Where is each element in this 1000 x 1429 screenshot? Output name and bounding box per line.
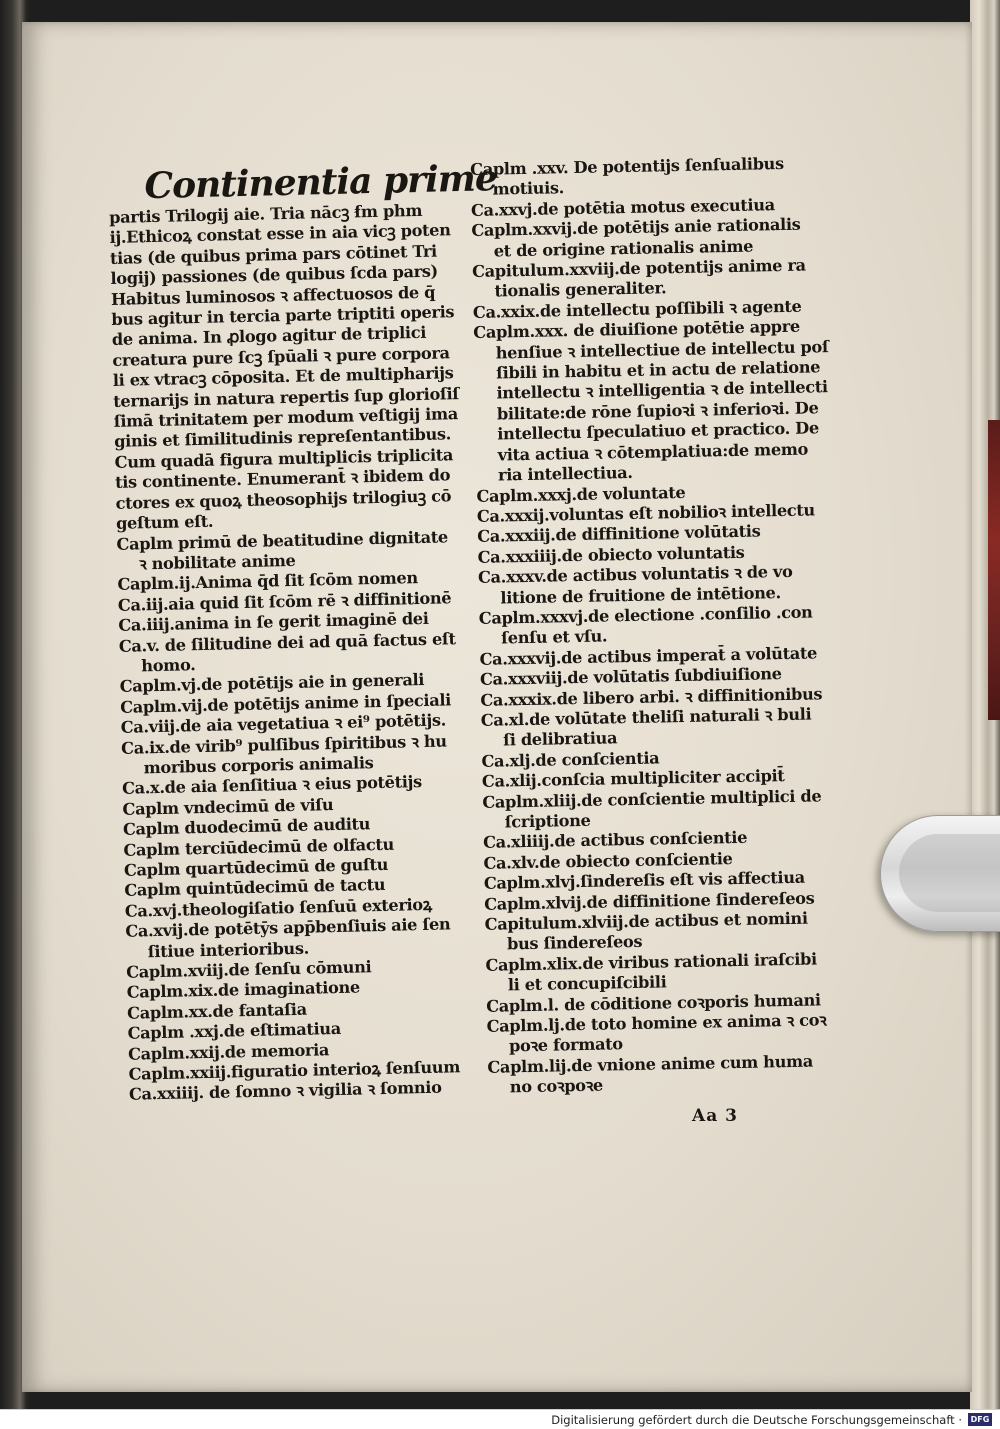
text-line: tias (de quibus prima pars cōtinet Tri (109, 241, 438, 268)
text-line: ſcriptione (504, 810, 591, 832)
text-line: Ca.iij.aia quid ſit ſcōm rē ꝛ diffinitionē (117, 588, 452, 615)
text-line: Ca.viij.de aia vegetatiua ꝛ ei⁹ potētijs. (120, 710, 447, 738)
text-line: intellectu ꝛ intelligentia ꝛ de intellecti (496, 377, 828, 404)
text-line: tis continente. Enumerant̄ ꝛ ibidem do (114, 465, 451, 493)
text-line: Caplm vndecimū de viſu (122, 794, 334, 819)
text-line: Caplm.xx.de fantaſia (126, 999, 307, 1023)
text-line: ſenſu et vſu. (501, 626, 608, 648)
text-line: Caplm.xxx. de diuiſione potētie appre (473, 316, 800, 343)
text-line: Caplm.xlvj.ſindereſis eſt vis affectiua (483, 867, 806, 894)
text-line: ctores ex quoꝝ theosophijs trilogiuꝫ cō (115, 485, 452, 513)
text-line: bilitate:de rōne ſupioꝛi ꝛ inferioꝛi. De (496, 398, 819, 424)
text-line: Ca.xliiij.de actibus conſcientie (482, 828, 748, 853)
footer-bar (0, 1409, 1000, 1429)
text-line: Ca.iiij.anima in ſe gerit imaginē dei (118, 608, 429, 636)
text-line: Ca.xxxij.voluntas eſt nobilioꝛ intellectu (476, 500, 816, 526)
text-line: Caplm quartūdecimū de guſtu (123, 854, 389, 880)
text-line: Caplm.l. de cōditione coꝛporis humani (486, 990, 821, 1016)
text-line: logij) passiones (de quibus ſcda pars) (110, 261, 439, 289)
text-line: li ex vtracꝫ cōposita. Et de multipharijs (112, 363, 454, 391)
text-line: Caplm.lj.de toto homine ex anima ꝛ coꝛ (486, 1010, 827, 1036)
text-line: Caplm.xliij.de conſcientie multiplici de (482, 785, 822, 812)
text-line: Ca.ix.de virib⁹ pulſibus ſpiritibus ꝛ hu (120, 731, 447, 758)
text-line: creatura pure ſcꝫ ſpūali ꝛ pure corpora (112, 343, 450, 370)
text-line: intellectu ſpeculatiuo et practico. De (497, 418, 820, 444)
text-line: Caplm.vj.de potētijs aie in generali (119, 670, 425, 697)
text-line: Caplm .xxj.de eſtimatiua (127, 1019, 342, 1044)
right-column (470, 153, 848, 1098)
text-line: Caplm.xxij.de memoria (127, 1039, 330, 1064)
text-line: Ca.xxxiij.de diffinitione volūtatis (477, 521, 761, 547)
text-line: Caplm.xix.de imaginatione (126, 977, 361, 1003)
text-line: Caplm terciūdecimū de olfactu (123, 834, 395, 860)
text-line: Ca.xvj.theologiſatio ſenſuū exterioꝝ (124, 894, 432, 921)
right-column-lines (470, 153, 848, 1098)
text-line: bus ſindereſeos (506, 932, 643, 954)
text-line: Caplm.xxxvj.de electione .conſilio .con (478, 602, 813, 628)
text-line: litione de fruitione de intētione. (500, 582, 781, 608)
text-line: ſibili in habitu et in actu de relatione (495, 357, 821, 383)
text-line: ſimā trinitatem per modum veſtigij ima (113, 404, 459, 431)
bookmark-ribbon (988, 420, 1000, 720)
left-column (108, 157, 498, 1106)
text-line: Caplm quintūdecimū de tactu (124, 875, 386, 901)
text-line: Caplm.lij.de vnione anime cum huma (487, 1051, 814, 1077)
text-line: Ca.xlv.de obiecto conſcientie (483, 848, 733, 873)
text-line: Capitulum.xlviij.de actibus et nomini (484, 908, 808, 934)
text-line: Caplm duodecimū de auditu (122, 814, 371, 840)
text-line: Ca.xxix.de intellectu poſſibili ꝛ agente (472, 296, 802, 322)
text-line: Caplm.xxiij.figuratio interioꝝ ſenſuum (128, 1057, 461, 1084)
text-line: Caplm primū de beatitudine dignitate (116, 526, 449, 554)
text-line: ſi delibratiua (502, 728, 618, 750)
text-line: ginis et ſimilitudinis repreſentantibus. (114, 424, 452, 452)
text-line: Ca.v. de ſilitudine dei ad quā factus eſt (118, 628, 456, 656)
text-line: partis Trilogij aie. Tria nācꝫ ẜm phm (108, 200, 423, 227)
text-line: Ca.xlj.de conſcientia (481, 748, 660, 771)
signature-mark: Aa 3 (692, 1106, 738, 1126)
text-line: motiuis. (492, 178, 565, 199)
text-line: bus agitur in tercia parte triptiti operis (111, 302, 455, 329)
text-line: Caplm.xxxj.de voluntate (476, 482, 686, 506)
text-line: Cum quadā figura multiplicis triplicita (114, 445, 454, 472)
text-line: li et concupiſcibili (507, 972, 667, 995)
text-line: Ca.xxxix.de libero arbi. ꝛ diffinitionibus (480, 683, 823, 710)
text-line: Caplm.ij.Anima q̄d ſit ſcōm nomen (117, 568, 419, 595)
text-line: Ca.xvij.de potētȳs app̄benſiuis aie ſen (125, 914, 451, 942)
text-line: Caplm.xviij.de ſenſu cōmuni (126, 957, 372, 982)
text-line: geſtum eſt. (115, 511, 214, 533)
dfg-logo: DFG (968, 1413, 992, 1426)
text-line: ꝛ nobilitate anime (138, 550, 296, 574)
text-line: ternarijs in natura repertis ſup glorioſiſ (113, 383, 460, 411)
text-line: ij.Ethicoꝝ constat esse in aia vicꝫ poten (109, 220, 451, 248)
text-line: Caplm.xlix.de viribus rationali iraſcibi (485, 949, 817, 975)
text-line: ſitiue interioribus. (147, 938, 310, 961)
text-line: Caplm.xxvij.de potētijs anie rationalis (471, 214, 801, 241)
text-line: Ca.xxxiiij.de obiecto voluntatis (477, 542, 745, 567)
text-line: Ca.xlij.conſcia multipliciter accipit̄ (481, 766, 785, 792)
text-line: et de origine rationalis anime (493, 236, 754, 261)
text-line: tionalis generaliter. (494, 278, 667, 301)
text-line: henſiue ꝛ intellectiue de intellectu poſ (495, 336, 829, 363)
text-line: poꝛe formato (508, 1034, 623, 1056)
left-column-lines (109, 200, 489, 1106)
footer-credit: Digitalisierung gefördert durch die Deutsche Forschungsgemeinschaft · (551, 1413, 962, 1427)
text-line: Caplm .xxv. De potentijs ſenſualibus (470, 153, 784, 179)
text-line: Ca.xxvj.de potētia motus executiua (470, 194, 775, 220)
text-line: Ca.xxxv.de actibus voluntatis ꝛ de vo (477, 562, 793, 588)
page-clip (880, 815, 1000, 932)
text-line: Ca.xxxvij.de actibus imperat̄ a volūtate (479, 643, 818, 669)
text-line: Habitus luminosos ꝛ affectuosos de q̄ (110, 282, 436, 309)
page-title: Continentia prime (143, 157, 498, 208)
text-line: Ca.xxiiij. de ſomno ꝛ vigilia ꝛ ſomnio (128, 1078, 442, 1105)
text-line: moribus corporis animalis (143, 753, 374, 778)
text-line: Ca.xxxviij.de volūtatis ſubdiuiſione (479, 664, 782, 690)
text-line: homo. (141, 655, 196, 676)
text-line: Ca.xl.de volūtate theliſi naturali ꝛ buli (480, 704, 812, 730)
text-line: de anima. In ꝓlogo agitur de triplici (111, 323, 427, 350)
text-line: no coꝛpoꝛe (509, 1075, 604, 1097)
text-line: ria intellectiua. (497, 463, 633, 485)
text-line: Ca.x.de aia ſenſitiua ꝛ eius potētijs (121, 772, 423, 799)
text-line: Caplm.vij.de potētijs anime in ſpeciali (120, 690, 452, 717)
text-line: Caplm.xlvij.de diffinitione ſindereſeos (484, 888, 815, 914)
text-line: Capitulum.xxviij.de potentijs anime ra (471, 255, 806, 282)
text-line: vita actiua ꝛ cōtemplatiua:de memo (497, 439, 809, 465)
